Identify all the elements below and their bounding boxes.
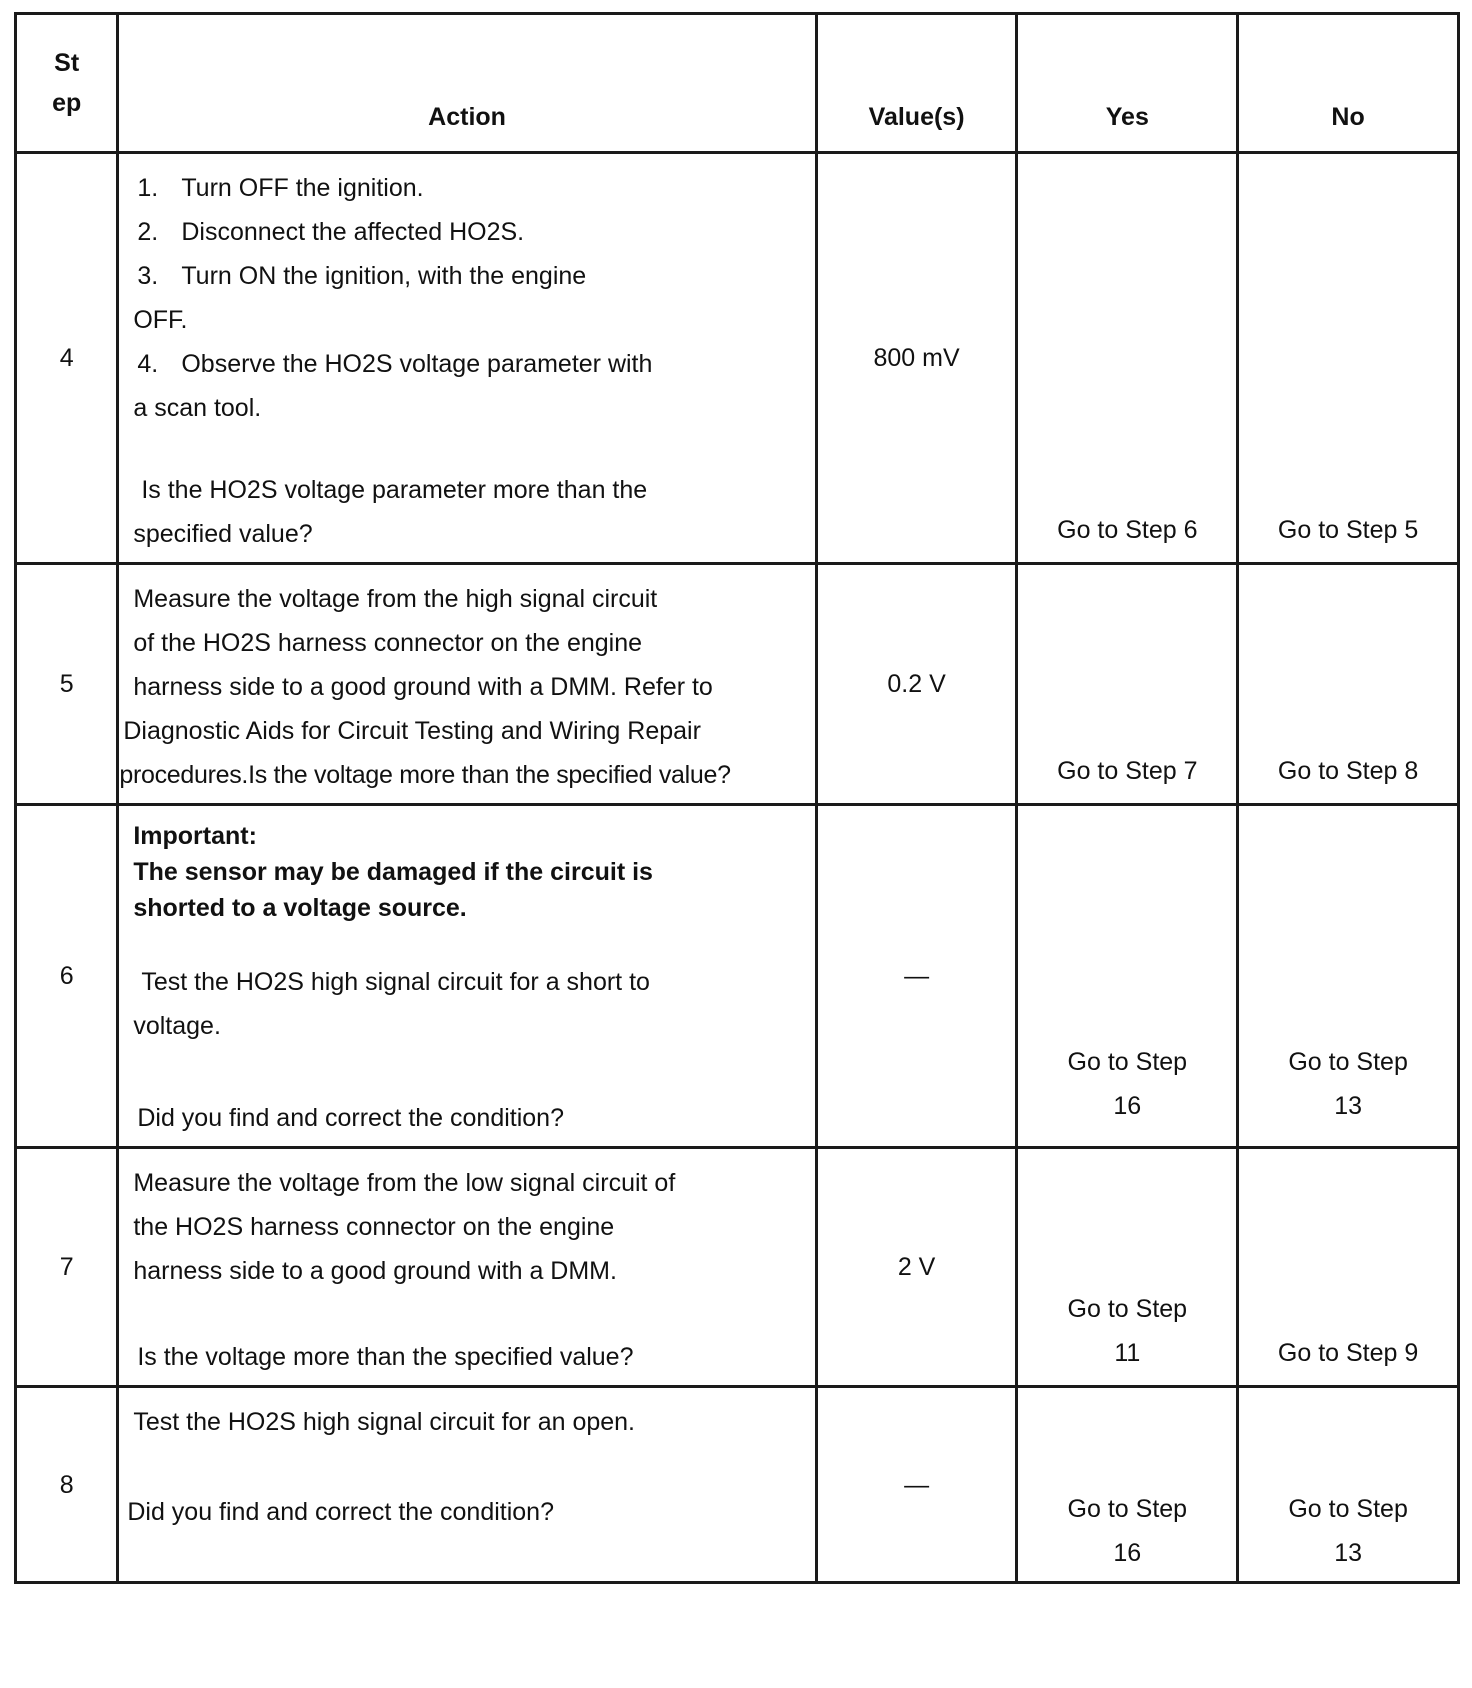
table-row	[16, 1148, 1459, 1387]
value-cell: 0.2 V	[816, 564, 1017, 805]
header-yes: Yes	[1017, 14, 1238, 153]
step-number: 7	[16, 1148, 118, 1387]
action-cell: Important: The sensor may be damaged if the circuit is shorted to a voltage source. Test the HO2S high signal circuit for a short to voltage. Did you find and correct the condition?	[118, 805, 816, 1148]
important-title: Important:	[133, 822, 257, 850]
yes-cell: Go to Step 7	[1017, 564, 1238, 805]
value-cell: 800 mV	[816, 153, 1017, 564]
value-cell: 2 V	[816, 1148, 1017, 1387]
yes-cell: Go to Step 11	[1017, 1148, 1238, 1387]
table-row	[16, 805, 1459, 1148]
action-cell: Measure the voltage from the high signal circuit of the HO2S harness connector on the engine harness side to a good ground with a DMM. Refer to Diagnostic Aids for Circuit Testing and Wiring Repair procedures.Is the voltage more than the specified value?	[118, 564, 816, 805]
no-cell: Go to Step 8	[1238, 564, 1459, 805]
yes-cell: Go to Step 16	[1017, 1387, 1238, 1583]
header-values: Value(s)	[816, 14, 1017, 153]
no-cell: Go to Step 5	[1238, 153, 1459, 564]
value-cell: —	[816, 805, 1017, 1148]
step-number: 5	[16, 564, 118, 805]
action-cell: 1. Turn OFF the ignition. 2. Disconnect the affected HO2S. 3. Turn ON the ignition, with the engine OFF. 4. Observe the HO2S voltage parameter with a scan tool. Is the HO2S voltage parameter more than the specified value?	[118, 153, 816, 564]
header-step: St ep	[16, 14, 118, 153]
header-row	[16, 14, 1459, 153]
step-number: 4	[16, 153, 118, 564]
table-row	[16, 153, 1459, 564]
action-cell: Measure the voltage from the low signal circuit of the HO2S harness connector on the engine harness side to a good ground with a DMM. Is the voltage more than the specified value?	[118, 1148, 816, 1387]
table-row	[16, 564, 1459, 805]
yes-cell: Go to Step 16	[1017, 805, 1238, 1148]
no-cell: Go to Step 13	[1238, 1387, 1459, 1583]
header-no: No	[1238, 14, 1459, 153]
diagnostic-steps-table	[14, 12, 1460, 1584]
header-action: Action	[118, 14, 816, 153]
no-cell: Go to Step 9	[1238, 1148, 1459, 1387]
no-cell: Go to Step 13	[1238, 805, 1459, 1148]
value-cell: —	[816, 1387, 1017, 1583]
action-cell: Test the HO2S high signal circuit for an open. Did you find and correct the condition?	[118, 1387, 816, 1583]
yes-cell: Go to Step 6	[1017, 153, 1238, 564]
step-number: 6	[16, 805, 118, 1148]
table-row	[16, 1387, 1459, 1583]
step-number: 8	[16, 1387, 118, 1583]
